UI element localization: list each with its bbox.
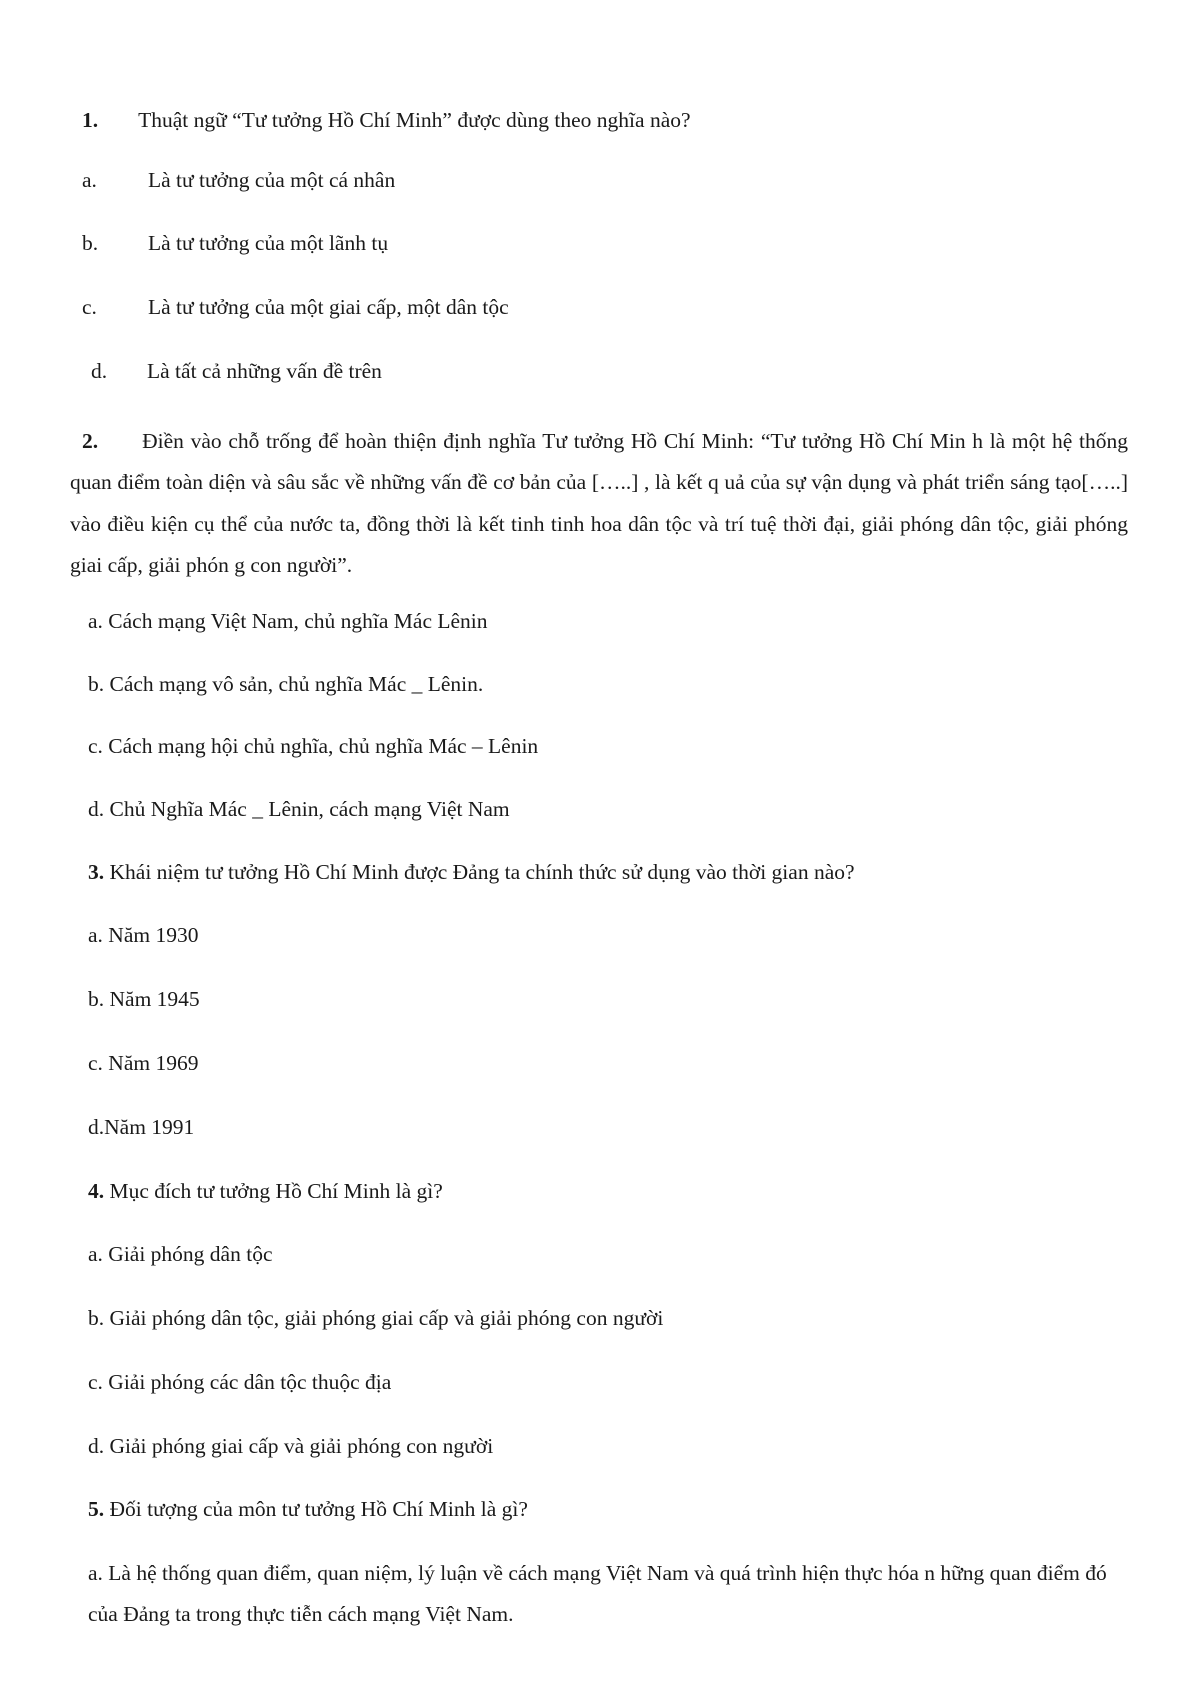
option-letter: c. — [82, 295, 97, 319]
option-2a: a. Cách mạng Việt Nam, chủ nghĩa Mác Lênin — [88, 609, 488, 633]
option-3a: a. Năm 1930 — [88, 923, 199, 947]
option-4b: b. Giải phóng dân tộc, giải phóng giai cấp và giải phóng con người — [88, 1306, 664, 1330]
option-3c: c. Năm 1969 — [88, 1051, 199, 1075]
option-1c — [82, 292, 509, 322]
question-4 — [88, 1176, 443, 1206]
question-2 — [70, 421, 1128, 586]
option-letter: b. — [82, 231, 99, 255]
question-number: 2. — [82, 429, 99, 453]
option-text: Là tư tưởng của một cá nhân — [148, 168, 396, 192]
option-5a: a. Là hệ thống quan điểm, quan niệm, lý luận về cách mạng Việt Nam và quá trình hiện thực hóa n hững quan điểm đó của Đảng ta trong thực tiễn cách mạng Việt Nam. — [88, 1561, 1107, 1626]
question-5 — [88, 1494, 528, 1524]
option-letter: a. — [82, 168, 97, 192]
option-4d: d. Giải phóng giai cấp và giải phóng con người — [88, 1434, 494, 1458]
option-3d: d.Năm 1991 — [88, 1115, 195, 1139]
option-3b: b. Năm 1945 — [88, 987, 200, 1011]
question-text: Thuật ngữ “Tư tưởng Hồ Chí Minh” được dùng theo nghĩa nào? — [138, 108, 691, 132]
option-text: Là tư tưởng của một lãnh tụ — [148, 231, 389, 255]
option-4c: c. Giải phóng các dân tộc thuộc địa — [88, 1370, 392, 1394]
question-number: 1. — [82, 108, 99, 132]
option-4a: a. Giải phóng dân tộc — [88, 1242, 273, 1266]
question-text: Đối tượng của môn tư tưởng Hồ Chí Minh là gì? — [109, 1497, 528, 1521]
option-2c: c. Cách mạng hội chủ nghĩa, chủ nghĩa Mác – Lênin — [88, 734, 539, 758]
question-1 — [82, 105, 691, 135]
option-1b — [82, 228, 388, 258]
question-number: 5. — [88, 1497, 105, 1521]
question-text: Mục đích tư tưởng Hồ Chí Minh là gì? — [109, 1179, 443, 1203]
question-text: Điền vào chỗ trống để hoàn thiện định nghĩa Tư tưởng Hồ Chí Minh: “Tư tưởng Hồ Chí Min h là một hệ thống quan điểm toàn diện và sâu sắc về những vấn đề cơ bản của […..] , là kết q uả của sự vận dụng và phát triển sáng tạo[…..] vào điều kiện cụ thể của nước ta, đồng thời là kết tinh tinh hoa dân tộc và trí tuệ thời đại, giải phóng dân tộc, giải phóng giai cấp, giải phón g con người”. — [70, 429, 1128, 577]
question-text: Khái niệm tư tưởng Hồ Chí Minh được Đảng ta chính thức sử dụng vào thời gian nào? — [109, 860, 855, 884]
question-number: 4. — [88, 1179, 105, 1203]
question-3 — [88, 857, 855, 887]
option-2d: d. Chủ Nghĩa Mác _ Lênin, cách mạng Việt Nam — [88, 797, 510, 821]
option-2b: b. Cách mạng vô sản, chủ nghĩa Mác _ Lênin. — [88, 672, 484, 696]
option-text: Là tư tưởng của một giai cấp, một dân tộc — [148, 295, 509, 319]
option-1d — [91, 356, 382, 386]
option-letter: d. — [91, 359, 108, 383]
option-text: Là tất cả những vấn đề trên — [147, 359, 382, 383]
question-number: 3. — [88, 860, 105, 884]
option-1a — [82, 165, 395, 195]
